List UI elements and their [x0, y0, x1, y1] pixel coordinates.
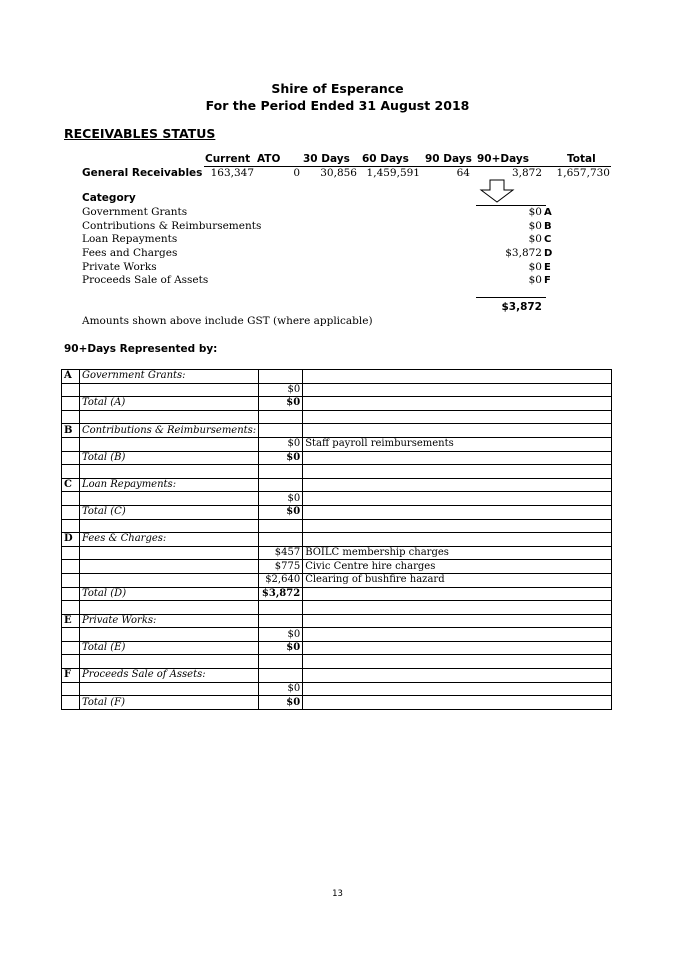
group-title: Fees & Charges:	[80, 533, 259, 547]
group-total-label: Total (E)	[80, 641, 259, 655]
category-amount-a: $0	[528, 206, 542, 218]
group-total-label: Total (A)	[80, 397, 259, 411]
general-receivables-label: General Receivables	[82, 167, 203, 179]
category-letter-d: D	[544, 248, 553, 259]
group-total-label: Total (D)	[80, 587, 259, 601]
group-a-total-row	[62, 397, 612, 411]
group-total-label: Total (C)	[80, 505, 259, 519]
spacer-row	[62, 601, 612, 615]
category-total-rule	[476, 297, 546, 298]
category-label-a: Government Grants	[82, 206, 188, 218]
category-letter-c: C	[544, 234, 552, 245]
group-letter: C	[62, 478, 80, 492]
group-total-amount: $0	[259, 451, 303, 465]
group-f-title-row	[62, 669, 612, 683]
category-amount-c: $0	[528, 233, 542, 245]
line-note	[303, 492, 612, 506]
value-30days: 30,856	[320, 167, 357, 179]
category-amount-e: $0	[528, 261, 542, 273]
category-amount-d: $3,872	[505, 247, 542, 259]
group-f-total-row	[62, 696, 612, 710]
group-total-amount: $0	[259, 397, 303, 411]
category-amount-b: $0	[528, 220, 542, 232]
report-period-title: For the Period Ended 31 August 2018	[205, 98, 470, 113]
group-letter: D	[62, 533, 80, 547]
group-letter: A	[62, 370, 80, 384]
group-e-title-row	[62, 614, 612, 628]
report-org-title: Shire of Esperance	[271, 81, 404, 96]
group-title: Private Works:	[80, 614, 259, 628]
line-note	[303, 383, 612, 397]
section-title: RECEIVABLES STATUS	[64, 126, 216, 141]
represented-by-table	[61, 369, 612, 710]
table-row	[62, 682, 612, 696]
category-letter-e: E	[544, 262, 551, 273]
col-ato-header: ATO	[257, 153, 281, 165]
line-amount: $0	[259, 383, 303, 397]
category-label-d: Fees and Charges	[82, 247, 178, 259]
value-90plus: 3,872	[511, 167, 542, 179]
value-90days: 64	[456, 167, 470, 179]
group-total-amount: $0	[259, 696, 303, 710]
category-amount-f: $0	[528, 274, 542, 286]
spacer-row	[62, 519, 612, 533]
line-amount: $457	[259, 546, 303, 560]
table-row	[62, 383, 612, 397]
group-title: Proceeds Sale of Assets:	[80, 669, 259, 683]
group-c-title-row	[62, 478, 612, 492]
line-amount: $0	[259, 682, 303, 696]
group-total-amount: $3,872	[259, 587, 303, 601]
group-letter: F	[62, 669, 80, 683]
group-total-label: Total (B)	[80, 451, 259, 465]
line-amount: $0	[259, 437, 303, 451]
line-amount: $0	[259, 492, 303, 506]
group-total-amount: $0	[259, 641, 303, 655]
line-amount: $2,640	[259, 573, 303, 587]
category-label-c: Loan Repayments	[82, 233, 178, 245]
line-note: Civic Centre hire charges	[303, 560, 612, 574]
group-title: Loan Repayments:	[80, 478, 259, 492]
line-note	[303, 628, 612, 642]
value-ato: 0	[293, 167, 300, 179]
line-note: Staff payroll reimbursements	[303, 437, 612, 451]
group-c-total-row	[62, 505, 612, 519]
category-letter-b: B	[544, 221, 552, 232]
value-60days: 1,459,591	[366, 167, 420, 179]
gst-note: Amounts shown above include GST (where applicable)	[82, 315, 373, 327]
group-letter: B	[62, 424, 80, 438]
col-90days-header: 90 Days	[425, 153, 472, 165]
line-note: Clearing of bushfire hazard	[303, 573, 612, 587]
table-row	[62, 573, 612, 587]
group-b-total-row	[62, 451, 612, 465]
category-label-f: Proceeds Sale of Assets	[82, 274, 209, 286]
group-d-total-row	[62, 587, 612, 601]
category-letter-a: A	[544, 207, 552, 218]
value-total: 1,657,730	[556, 167, 610, 179]
group-title: Government Grants:	[80, 370, 259, 384]
category-heading: Category	[82, 192, 136, 204]
table-row	[62, 546, 612, 560]
line-amount: $0	[259, 628, 303, 642]
spacer-row	[62, 465, 612, 479]
value-current: 163,347	[210, 167, 254, 179]
category-letter-f: F	[544, 275, 551, 286]
line-note: BOILC membership charges	[303, 546, 612, 560]
col-60days-header: 60 Days	[362, 153, 409, 165]
spacer-row	[62, 655, 612, 669]
col-90plus-header: 90+Days	[477, 153, 529, 165]
group-e-total-row	[62, 641, 612, 655]
category-total: $3,872	[501, 301, 542, 313]
group-total-amount: $0	[259, 505, 303, 519]
table-row	[62, 628, 612, 642]
table-row	[62, 492, 612, 506]
table-row	[62, 437, 612, 451]
group-d-title-row	[62, 533, 612, 547]
line-note	[303, 682, 612, 696]
down-arrow-icon	[478, 179, 518, 204]
group-b-title-row	[62, 424, 612, 438]
group-total-label: Total (F)	[80, 696, 259, 710]
represented-by-heading: 90+Days Represented by:	[64, 343, 218, 355]
line-amount: $775	[259, 560, 303, 574]
page-number: 13	[332, 889, 343, 899]
table-row	[62, 560, 612, 574]
col-30days-header: 30 Days	[303, 153, 350, 165]
spacer-row	[62, 410, 612, 424]
col-total-header: Total	[567, 153, 596, 165]
col-current-header: Current	[205, 153, 251, 165]
category-label-e: Private Works	[82, 261, 157, 273]
group-letter: E	[62, 614, 80, 628]
category-label-b: Contributions & Reimbursements	[82, 220, 262, 232]
group-title: Contributions & Reimbursements:	[80, 424, 259, 438]
group-a-title-row	[62, 370, 612, 384]
